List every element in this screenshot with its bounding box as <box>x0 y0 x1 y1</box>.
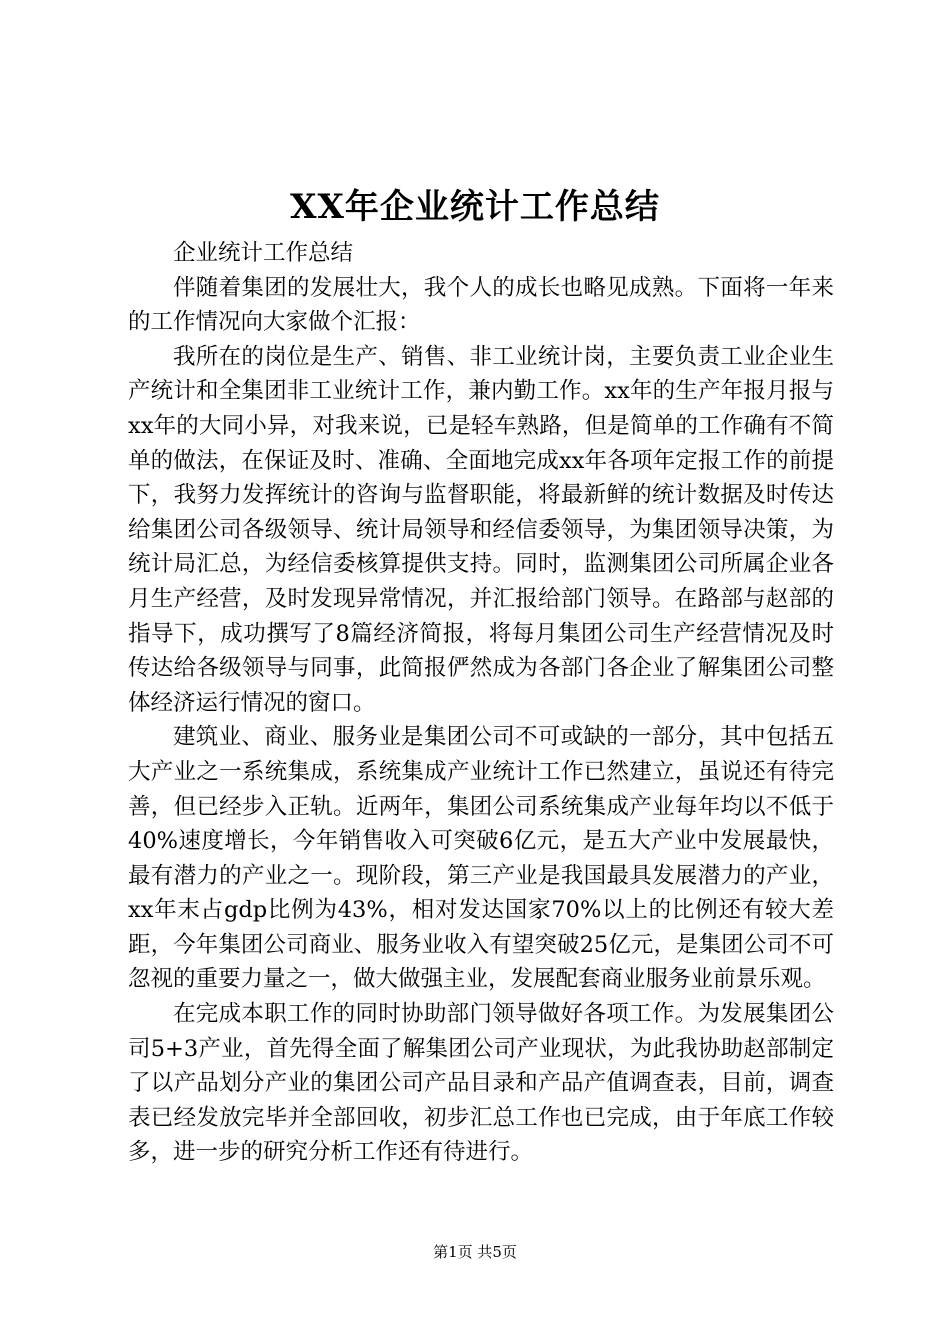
document-body <box>128 236 834 1170</box>
paragraph-assist-work: 在完成本职工作的同时协助部门领导做好各项工作。为发展集团公司5+3产业，首先得全面了解集团公司产业现状，为此我协助赵部制定了以产品划分产业的集团公司产品目录和产品产值调查表，目前，调查表已经发放完毕并全部回收，初步汇总工作也已完成，由于年底工作较多，进一步的研究分析工作还有待进行。 <box>128 1001 834 1166</box>
paragraph-subtitle: 企业统计工作总结 <box>173 240 354 266</box>
paragraph-statistics-role: 我所在的岗位是生产、销售、非工业统计岗，主要负责工业企业生产统计和全集团非工业统计工作，兼内勤工作。xx年的生产年报月报与xx年的大同小异，对我来说，已是轻车熟路，但是简单的工作确有不简单的做法，在保证及时、准确、全面地完成xx年各项年定报工作的前提下，我努力发挥统计的咨询与监督职能，将最新鲜的统计数据及时传达给集团公司各级领导、统计局领导和经信委领导，为集团领导决策，为统计局汇总，为经信委核算提供支持。同时，监测集团公司所属企业各月生产经营，及时发现异常情况，并汇报给部门领导。在路部与赵部的指导下，成功撰写了8篇经济简报，将每月集团公司生产经营情况及时传达给各级领导与同事，此简报俨然成为各部门各企业了解集团公司整体经济运行情况的窗口。 <box>128 343 834 716</box>
page-indicator: 第1页 共5页 <box>433 1243 517 1261</box>
document-title: XX年企业统计工作总结 <box>290 187 660 227</box>
paragraph-industry-overview: 建筑业、商业、服务业是集团公司不可或缺的一部分，其中包括五大产业之一系统集成，系统集成产业统计工作已然建立，虽说还有待完善，但已经步入正轨。近两年，集团公司系统集成产业每年均以不低于40%速度增长，今年销售收入可突破6亿元，是五大产业中发展最快，最有潜力的产业之一。现阶段，第三产业是我国最具发展潜力的产业，xx年末占gdp比例为43%，相对发达国家70%以上的比例还有较大差距，今年集团公司商业、服务业收入有望突破25亿元，是集团公司不可忽视的重要力量之一，做大做强主业，发展配套商业服务业前景乐观。 <box>128 724 834 993</box>
paragraph-intro: 伴随着集团的发展壮大，我个人的成长也略见成熟。下面将一年来的工作情况向大家做个汇报： <box>128 274 834 336</box>
